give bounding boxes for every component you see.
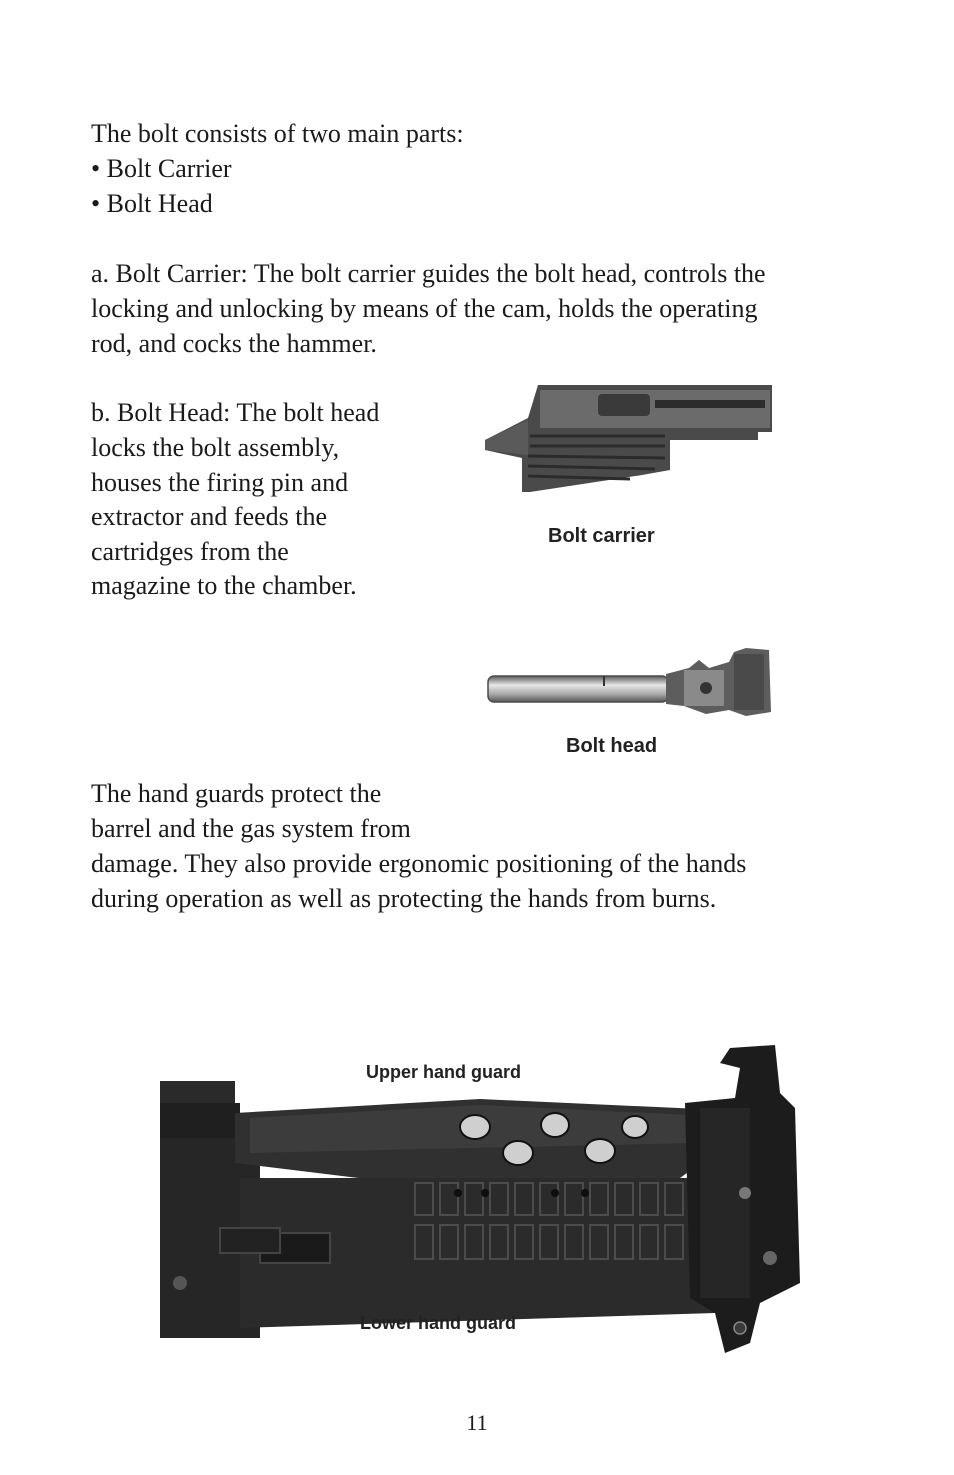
list-item-bolt-head: • Bolt Head	[91, 189, 213, 218]
para-a-line: locking and unlocking by means of the cam, holds the operating	[91, 294, 758, 323]
list-item-bolt-carrier: • Bolt Carrier	[91, 154, 232, 183]
lower-hand-guard-caption: Lower hand guard	[360, 1313, 517, 1333]
para-b-line: magazine to the chamber.	[91, 571, 357, 600]
para-b-line: extractor and feeds the	[91, 502, 328, 531]
bolt-head-image	[484, 640, 779, 725]
para-b-line: houses the firing pin and	[91, 468, 349, 497]
page-number: 11	[466, 1410, 488, 1435]
para-a-line: a. Bolt Carrier: The bolt carrier guides the bolt head, controls the	[91, 259, 766, 288]
intro-text: The bolt consists of two main parts:	[91, 119, 464, 148]
bolt-carrier-image	[480, 380, 780, 500]
bolt-carrier-caption: Bolt carrier	[548, 525, 655, 547]
para-b-line: cartridges from the	[91, 537, 289, 566]
para-a-line: rod, and cocks the hammer.	[91, 329, 377, 358]
para-c-line: during operation as well as protecting the hands from burns.	[91, 884, 717, 913]
para-b-line: b. Bolt Head: The bolt head	[91, 398, 380, 427]
para-b-line: locks the bolt assembly,	[91, 433, 340, 462]
upper-hand-guard-caption: Upper hand guard	[366, 1062, 522, 1082]
para-c-line: The hand guards protect the	[91, 779, 382, 808]
para-c-line: barrel and the gas system from	[91, 814, 411, 843]
bolt-head-caption: Bolt head	[566, 735, 658, 757]
para-c-line: damage. They also provide ergonomic positioning of the hands	[91, 849, 747, 878]
